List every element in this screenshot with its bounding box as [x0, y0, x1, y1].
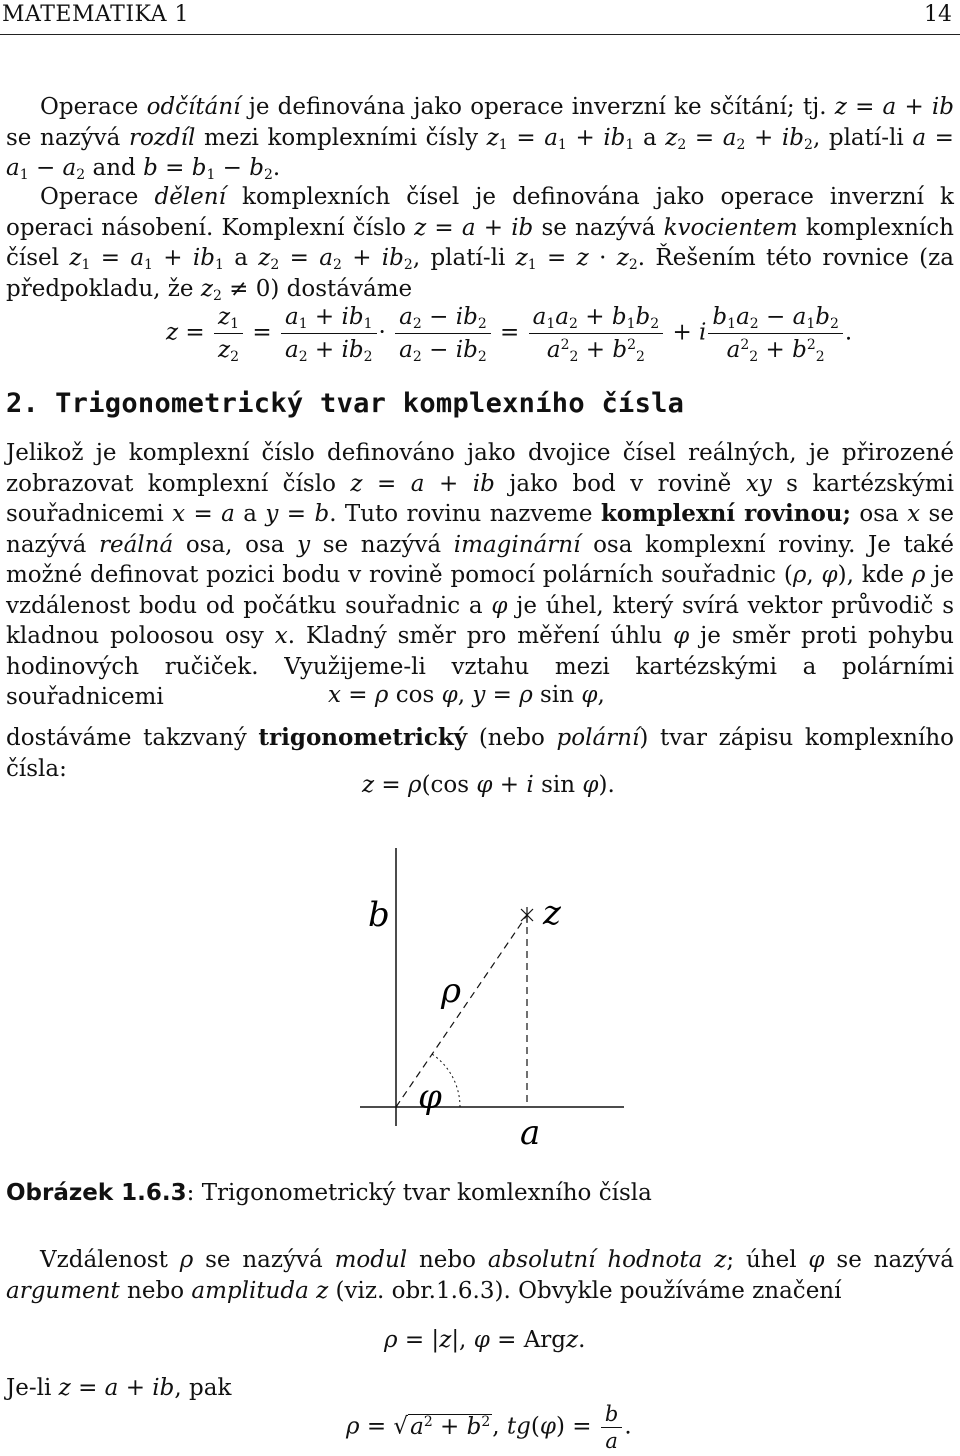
section-number: 2. — [6, 388, 40, 419]
equation-final: $\rho = √a^2 + b^2$, tg(φ) = $\frac{b}{a}$ . — [346, 1402, 632, 1453]
paragraph-if-z — [6, 1373, 954, 1404]
running-title: MATEMATIKA 1 — [2, 2, 189, 27]
radius-vector — [396, 915, 527, 1107]
page-header — [0, 0, 960, 30]
p4-text: dostáváme takzvaný trigonometrický (nebo polární) tvar zápisu komplexního čísla: — [6, 724, 954, 782]
caption-text: : Trigonometrický tvar komlexního čísla — [186, 1180, 652, 1206]
equation-polar: x = ρ cos φ, y = ρ sin φ, — [328, 682, 605, 708]
p2-text: Operace dělení komplexních čísel je definována jako operace inverzní k operaci násobení. Komplexní číslo z = a + ib se nazývá kvocientem komplexních čísel $z_1 = a_1 + ib_1$ a $z_2 = a_2 + ib_2$, platí-li $z_1 = z \cdot z_2$. Řešením této rovnice (za předpokladu, že $z_2 \ne 0$) dostáváme — [6, 184, 954, 304]
paragraph-subtraction — [6, 92, 954, 184]
figure-caption — [6, 1180, 652, 1206]
equation-division: z = $\frac{z_1}{z_2}$ = $\frac{a_1 + ib_1}{a_2 + ib_2}$ · $\frac{a_2 - ib_2}{a_2 - ib_2}$ = $\frac{a_1a_2 + b_1b_2}{a^2_2 + b^2_2}$ + i $\frac{b_1a_2 - a_1b_2}{a^2_2 + b^2_2}$ . — [166, 304, 853, 365]
header-rule — [0, 34, 960, 35]
figure-complex-plane — [0, 840, 960, 1160]
label-z: z — [543, 893, 561, 933]
page-number: 14 — [924, 2, 952, 27]
p1-text: Operace odčítání je definována jako operace inverzní ke sčítání; tj. z = a + ib se nazývá rozdíl mezi komplexními čísly $z_1 = a_1 + ib_1$ a $z_2 = a_2 + ib_2$, platí-li $a = a_1 - a_2$ and $b = b_1 - b_2$. — [6, 94, 954, 183]
section-heading — [6, 388, 684, 419]
p6-text: Je-li z = a + ib, pak — [6, 1375, 232, 1401]
point-z-marker — [521, 907, 533, 923]
section-title-text: Trigonometrický tvar komplexního čísla — [55, 388, 685, 419]
p3-text: Jelikož je komplexní číslo definováno jako dvojice čísel reálných, je přirozené zobrazovat komplexní číslo z = a + ib jako bod v rovině xy s kartézskými souřadnicemi x = a a y = b. Tuto rovinu nazveme komplexní rovinou; osa x se nazývá reálná osa, osa y se nazývá imaginární osa komplexní roviny. Je také možné definovat pozici bodu v rovině pomocí polárních souřadnic (ρ, φ), kde ρ je vzdálenost bodu od počátku souřadnic a φ je úhel, který svírá vektor průvodič s kladnou poloosou osy x. Kladný směr pro měření úhlu φ je směr proti pohybu hodinových ručiček. Využijeme-li vztahu mezi kartézskými a polárními souřadnicemi — [6, 440, 954, 710]
equation-trig: z = ρ(cos φ + i sin φ). — [362, 772, 615, 798]
caption-label: Obrázek 1.6.3 — [6, 1180, 187, 1206]
label-a: a — [520, 1113, 541, 1153]
equation-modulus: ρ = |z|, φ = Argz. — [384, 1327, 586, 1353]
paragraph-complex-plane — [6, 438, 954, 713]
paragraph-division — [6, 182, 954, 304]
label-rho: ρ — [441, 971, 461, 1011]
label-phi: φ — [418, 1077, 442, 1117]
paragraph-modulus — [6, 1245, 954, 1306]
p5-text: Vzdálenost ρ se nazývá modul nebo absolutní hodnota z; úhel φ se nazývá argument nebo amplituda z (viz. obr.1.6.3). Obvykle používáme značení — [6, 1247, 954, 1304]
label-b: b — [368, 895, 390, 935]
